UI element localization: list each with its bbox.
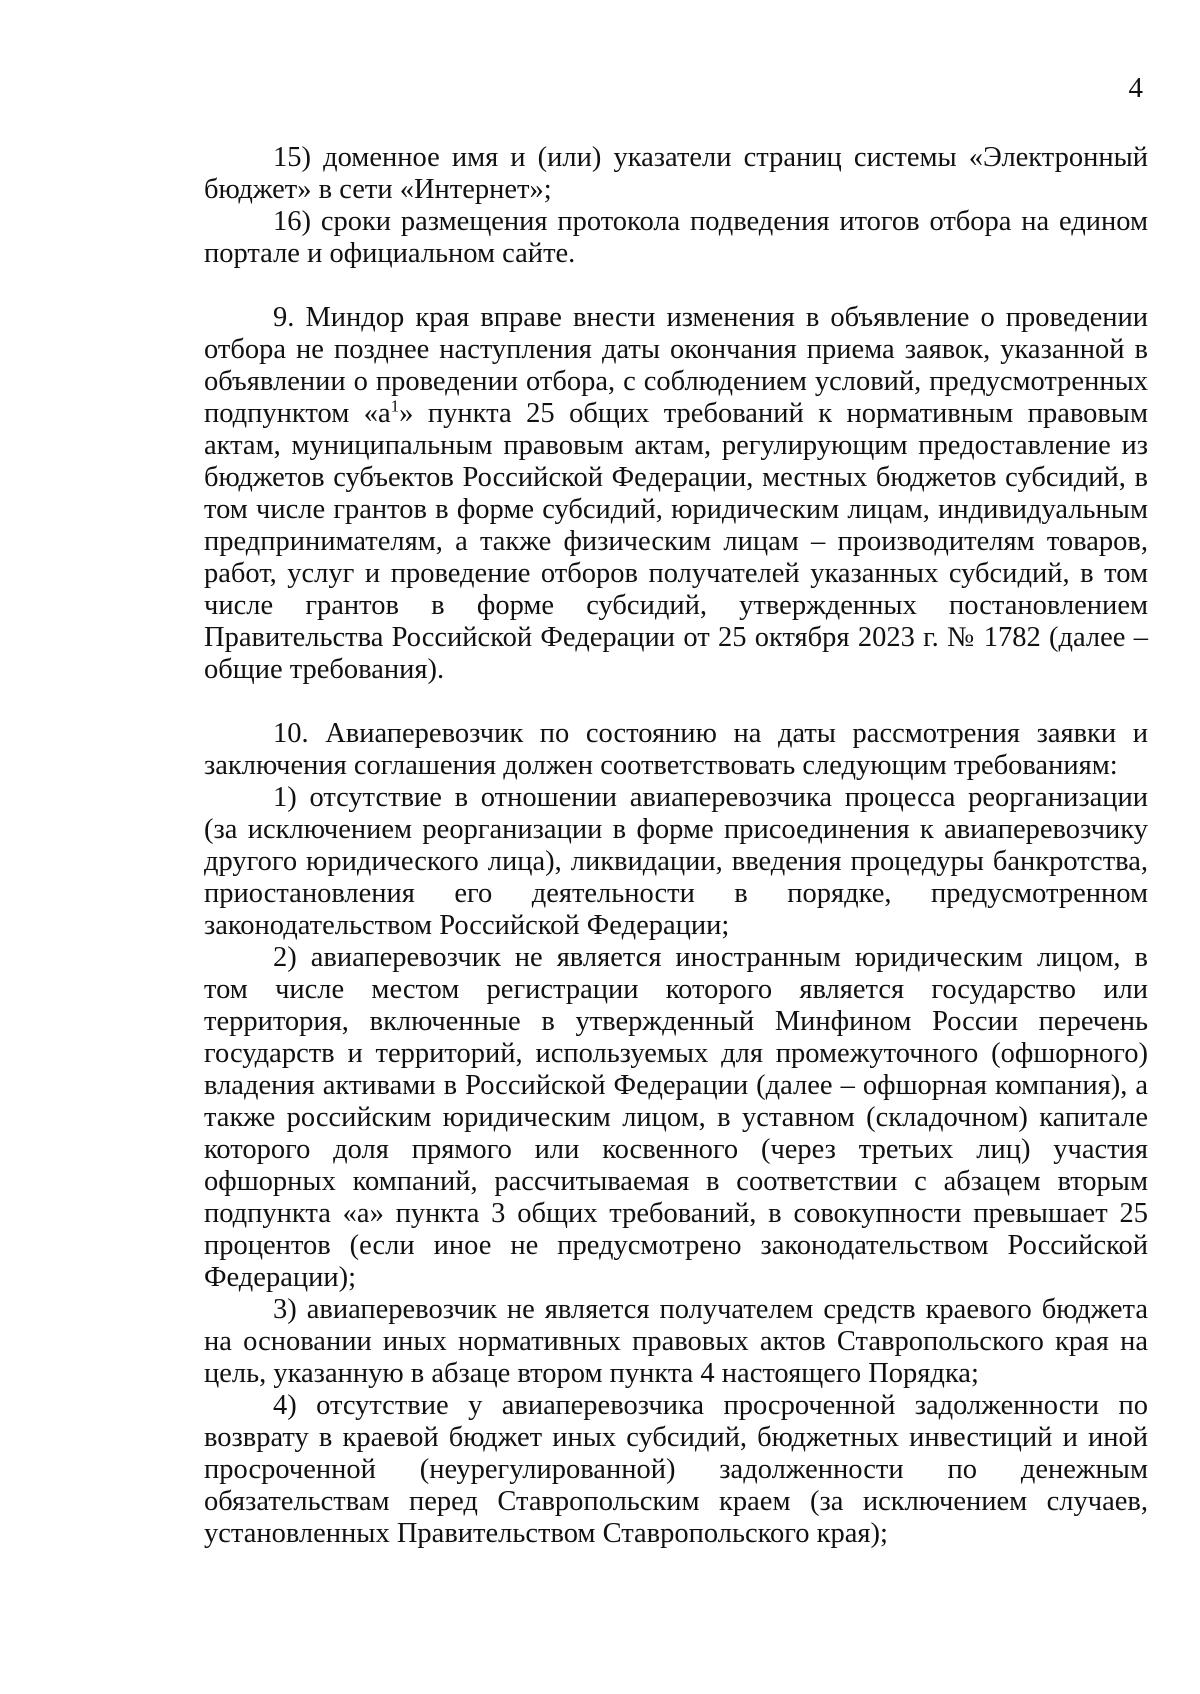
page-number: 4: [1128, 72, 1143, 104]
superscript: 1: [390, 396, 400, 416]
paragraph-10: 10. Авиаперевозчик по состоянию на даты рассмотрения заявки и заключения соглашения должен соответствовать следующим требованиям:: [204, 718, 1148, 781]
requirement-2: 2) авиаперевозчик не является иностранным юридическим лицом, в том числе местом регистрации которого является государство или территория, включенные в утвержденный Минфином России перечень государств и территорий, используемых для промежуточного (офшорного) владения активами в Российской Федерации (далее – офшорная компания), а также российским юридическим лицом, в уставном (складочном) капитале которого доля прямого или косвенного (через третьих лиц) участия офшорных компаний, рассчитываемая в соответствии с абзацем вторым подпункта «а» пункта 3 общих требований, в совокупности превышает 25 процентов (если иное не предусмотрено законодательством Российской Федерации);: [204, 942, 1148, 1293]
paragraph-9-part-2: » пункта 25 общих требований к нормативным правовым актам, муниципальным правовым актам, регулирующим предоставление из бюджетов субъектов Российской Федерации, местных бюджетов субсидий, в том числе грантов в форме субсидий, юридическим лицам, индивидуальным предпринимателям, а также физическим лицам – производителям товаров, работ, услуг и проведение отборов получателей указанных субсидий, в том числе грантов в форме субсидий, утвержденных постановлением Правительства Российской Федерации от 25 октября 2023 г. № 1782 (далее – общие требования).: [204, 398, 1148, 685]
list-item-16: 16) сроки размещения протокола подведения итогов отбора на едином портале и официальном сайте.: [204, 206, 1148, 269]
document-body: [204, 142, 1148, 1550]
requirement-3: 3) авиаперевозчик не является получателем средств краевого бюджета на основании иных нормативных правовых актов Ставропольского края на цель, указанную в абзаце втором пункта 4 настоящего Порядка;: [204, 1294, 1148, 1389]
paragraph-9: [204, 302, 1148, 686]
paragraph-9-part-1: 9. Миндор края вправе внести изменения в объявление о проведении отбора не позднее наступления даты окончания приема заявок, указанной в объявлении о проведении отбора, с соблюдением условий, предусмотренных подпунктом «а: [204, 302, 1148, 429]
list-item-15: 15) доменное имя и (или) указатели страниц системы «Электронный бюджет» в сети «Интернет»;: [204, 142, 1148, 205]
requirement-4: 4) отсутствие у авиаперевозчика просроченной задолженности по возврату в краевой бюджет иных субсидий, бюджетных инвестиций и иной просроченной (неурегулированной) задолженности по денежным обязательствам перед Ставропольским краем (за исключением случаев, установленных Правительством Ставропольского края);: [204, 1390, 1148, 1549]
requirement-1: 1) отсутствие в отношении авиаперевозчика процесса реорганизации (за исключением реорганизации в форме присоединения к авиаперевозчику другого юридического лица), ликвидации, введения процедуры банкротства, приостановления его деятельности в порядке, предусмотренном законодательством Российской Федерации;: [204, 782, 1148, 941]
